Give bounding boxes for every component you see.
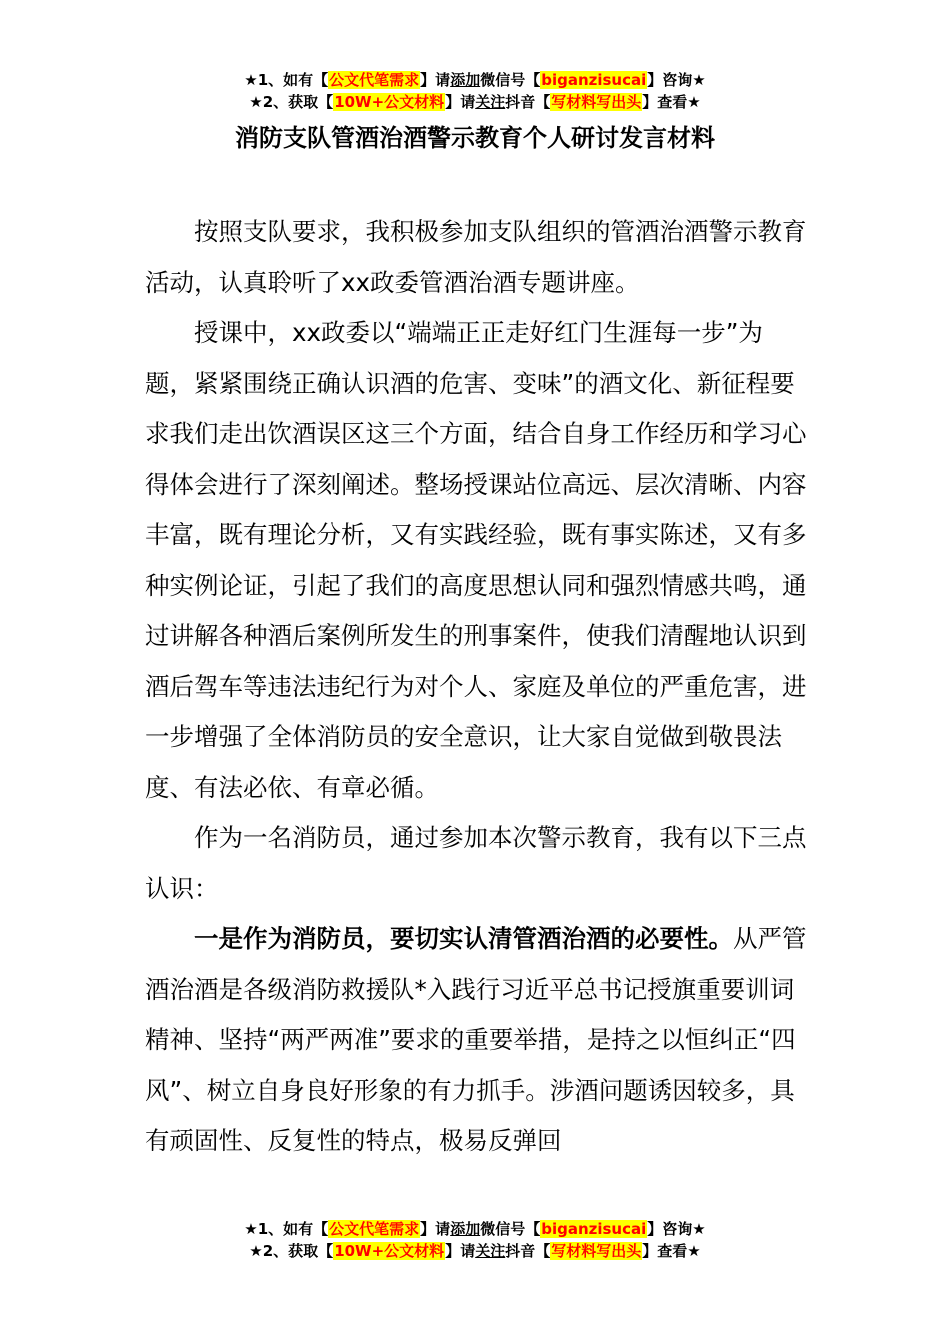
banner-text: 】请 [420, 1220, 451, 1238]
banner-highlight: 公文代笔需求 [329, 1220, 420, 1238]
document-body [145, 207, 809, 1167]
banner-underline: 关注 [475, 93, 506, 111]
banner-text: ★2、获取【 [249, 93, 334, 111]
banner-highlight: 10W+公文材料 [334, 1242, 445, 1260]
paragraph-4 [145, 914, 809, 1167]
banner-wechat-id: biganzisucai [541, 1220, 647, 1238]
header-banner [0, 69, 950, 113]
banner-text: 微信号【 [480, 1220, 541, 1238]
banner-text: 】查看★ [642, 1242, 701, 1260]
banner-underline: 添加 [450, 71, 481, 89]
banner-text: 】咨询★ [647, 71, 706, 89]
banner-text: 微信号【 [480, 71, 541, 89]
document-title: 消防支队管酒治酒警示教育个人研讨发言材料 [235, 124, 715, 152]
paragraph-4-text: 从严管酒治酒是各级消防救援队*入践行习近平总书记授旗重要训词精神、坚持“两严两准”要求的重要举措，是持之以恒纠正“四风”、树立自身良好形象的有力抓手。涉酒问题诱因较多，具有顽固性、反复性的特点，极易反弹回 [145, 924, 807, 1155]
banner-highlight: 10W+公文材料 [334, 93, 445, 111]
banner-text: ★1、如有【 [244, 71, 329, 89]
banner-text: ★1、如有【 [244, 1220, 329, 1238]
banner-text: 】请 [445, 93, 476, 111]
banner-line-2 [0, 91, 950, 113]
banner-line-2 [0, 1240, 950, 1262]
footer-banner [0, 1218, 950, 1262]
banner-text: 】请 [445, 1242, 476, 1260]
banner-text: 抖音【 [505, 1242, 551, 1260]
banner-underline: 添加 [450, 1220, 481, 1238]
banner-wechat-id: biganzisucai [541, 71, 647, 89]
banner-text: 】请 [420, 71, 451, 89]
paragraph-1: 按照支队要求，我积极参加支队组织的管酒治酒警示教育活动，认真聆听了xx政委管酒治酒专题讲座。 [145, 217, 807, 297]
banner-text: 抖音【 [505, 93, 551, 111]
banner-text: 】查看★ [642, 93, 701, 111]
banner-line-1 [0, 69, 950, 91]
banner-text: ★2、获取【 [249, 1242, 334, 1260]
banner-text: 】咨询★ [647, 1220, 706, 1238]
paragraph-3: 作为一名消防员，通过参加本次警示教育，我有以下三点认识： [145, 823, 807, 903]
banner-highlight: 公文代笔需求 [329, 71, 420, 89]
paragraph-4-heading: 一是作为消防员，要切实认清管酒治酒的必要性。 [194, 924, 733, 953]
banner-douyin-id: 写材料写出头 [551, 93, 642, 111]
paragraph-2: 授课中，xx政委以“端端正正走好红门生涯每一步”为题，紧紧围绕正确认识酒的危害、变味”的酒文化、新征程要求我们走出饮酒误区这三个方面，结合自身工作经历和学习心得体会进行了深刻阐述。整场授课站位高远、层次清晰、内容丰富，既有理论分析，又有实践经验，既有事实陈述，又有多种实例论证，引起了我们的高度思想认同和强烈情感共鸣，通过讲解各种酒后案例所发生的刑事案件，使我们清醒地认识到酒后驾车等违法违纪行为对个人、家庭及单位的严重危害，进一步增强了全体消防员的安全意识，让大家自觉做到敬畏法度、有法必依、有章必循。 [145, 318, 807, 802]
banner-underline: 关注 [475, 1242, 506, 1260]
banner-line-1 [0, 1218, 950, 1240]
banner-douyin-id: 写材料写出头 [551, 1242, 642, 1260]
